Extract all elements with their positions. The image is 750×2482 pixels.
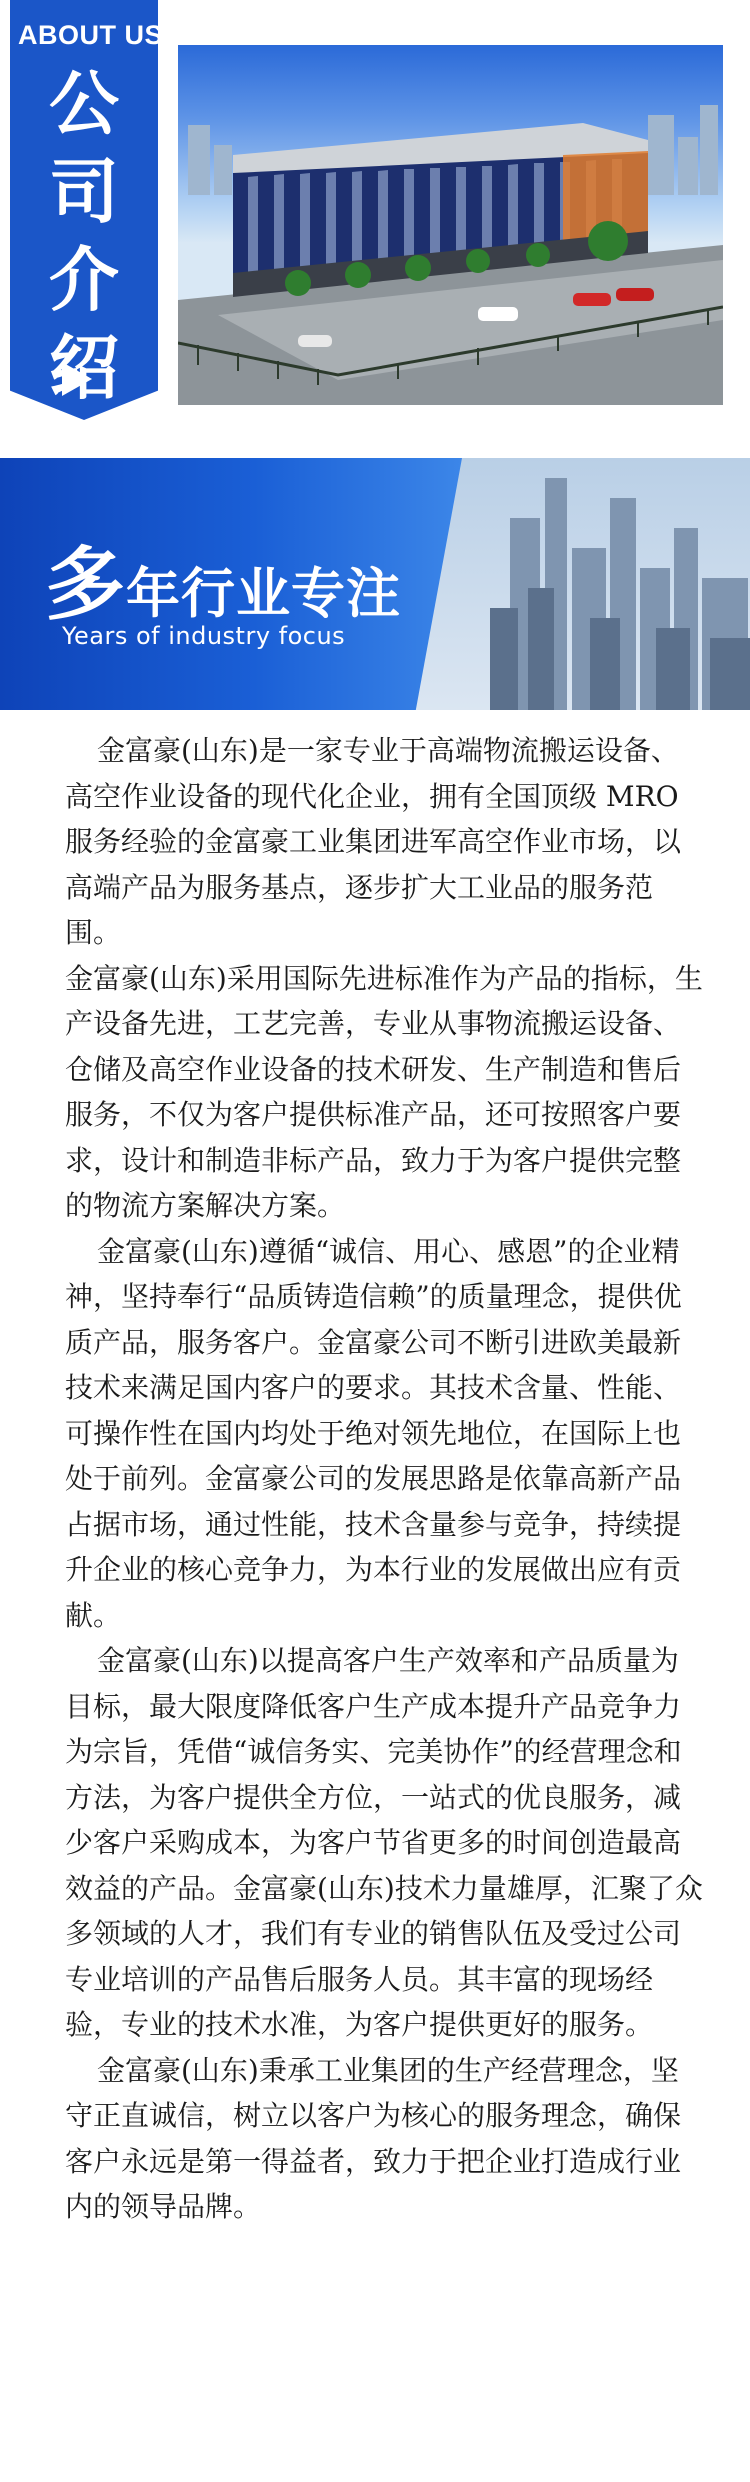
focus-title-first-char: 多 — [45, 538, 126, 631]
paragraph: 金富豪(山东)遵循“诚信、用心、感恩”的企业精神，坚持奉行“品质铸造信赖”的质量理念，提供优质产品，服务客户。金富豪公司不断引进欧美最新技术来满足国内客户的要求。其技术含量、性能、可操作性在国内均处于绝对领先地位，在国际上也处于前列。金富豪公司的发展思路是依靠高新产品占据市场，通过性能，技术含量参与竞争，持续提升企业的核心竞争力，为本行业的发展做出应有贡献。 — [65, 1234, 682, 1632]
company-building-photo — [178, 45, 723, 405]
title-char: 绍 — [49, 327, 119, 409]
paragraph: 金富豪(山东)是一家专业于高端物流搬运设备、高空作业设备的现代化企业，拥有全国顶级 MRO 服务经验的金富豪工业集团进军高空作业市场，以高端产品为服务基点，逐步扩大工业品的服务范围。 — [65, 734, 682, 949]
focus-subtitle: Years of industry focus — [62, 622, 346, 650]
title-char: 介 — [49, 239, 119, 321]
company-description — [65, 728, 705, 2230]
focus-title-rest: 年行业专注 — [126, 562, 401, 625]
paragraph: 金富豪(山东)秉承工业集团的生产经营理念，坚守正直诚信，树立以客户为核心的服务理念，确保客户永远是第一得益者，致力于把企业打造成行业内的领导品牌。 — [65, 2053, 682, 2223]
paragraph: 金富豪(山东)采用国际先进标准作为产品的指标，生产设备先进，工艺完善，专业从事物流搬运设备、仓储及高空作业设备的技术研发、生产制造和售后服务，不仅为客户提供标准产品，还可按照客户要求，设计和制造非标产品，致力于为客户提供完整的物流方案解决方案。 — [65, 961, 703, 1222]
company-intro-title — [10, 60, 158, 412]
title-char: 司 — [49, 151, 119, 233]
focus-title — [45, 520, 401, 635]
play-arrow-icon — [62, 362, 92, 396]
paragraph: 金富豪(山东)以提高客户生产效率和产品质量为目标，最大限度降低客户生产成本提升产品竞争力为宗旨，凭借“诚信务实、完美协作”的经营理念和方法，为客户提供全方位，一站式的优良服务，减少客户采购成本，为客户节省更多的时间创造最高效益的产品。金富豪(山东)技术力量雄厚，汇聚了众多领域的人才，我们有专业的销售队伍及受过公司专业培训的产品售后服务人员。其丰富的现场经验，专业的技术水准，为客户提供更好的服务。 — [65, 1644, 703, 2041]
about-us-label: ABOUT US — [18, 20, 163, 50]
title-char: 公 — [49, 63, 119, 145]
